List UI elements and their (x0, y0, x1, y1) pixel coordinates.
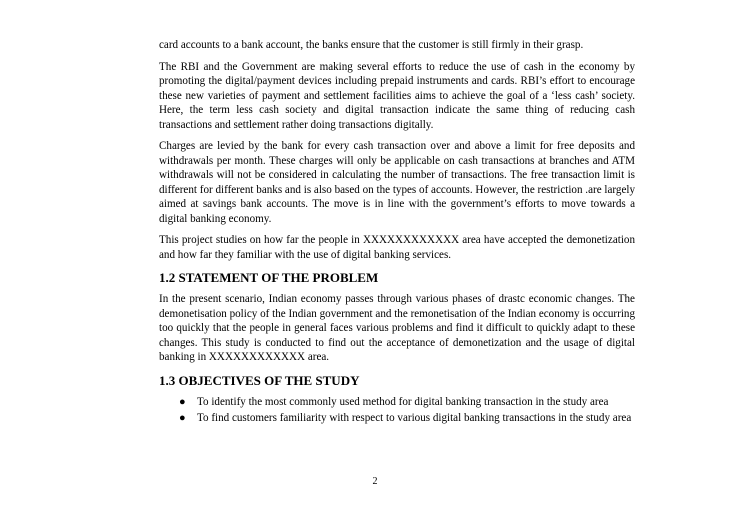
paragraph-project-scope: This project studies on how far the people in XXXXXXXXXXXX area have accepted the demonetization and how far they familiar with the use of digital banking services. (159, 234, 635, 261)
objectives-heading: 1.3 OBJECTIVES OF THE STUDY (159, 372, 360, 388)
paragraph-bank-charges: Charges are levied by the bank for every cash transaction over and above a limit for free deposits and withdrawals per month. These charges will only be applicable on cash transactions at branches and ATM withdrawals will not be considered in calculating the number of transactions. The free transaction limit is different for different banks and is also based on the types of accounts. However, the restriction .are largely aimed at savings bank accounts. The move is in line with the government’s efforts to move towards a digital banking economy. (159, 140, 635, 225)
problem-statement-heading: 1.2 STATEMENT OF THE PROBLEM (159, 270, 379, 285)
objective-item (179, 411, 635, 426)
objective-item (179, 395, 635, 410)
problem-statement-text: In the present scenario, Indian economy passes through various phases of drastc economic changes. The demonetisation policy of the Indian government and the remonetisation of the Indian economy is occurring too quickly that the people in general faces various problems and find it difficult to quickly adapt to these changes. This study is conducted to find out the acceptance of demonetization and the usage of digital banking in XXXXXXXXXXXX area. (159, 293, 635, 363)
objective-text: To identify the most commonly used method for digital banking transaction in the study area (197, 395, 609, 408)
objectives-list (159, 395, 635, 426)
bullet-icon: ● (179, 412, 186, 424)
paragraph-card-accounts: card accounts to a bank account, the banks ensure that the customer is still firmly in their grasp. (159, 39, 584, 51)
page-number: 2 (372, 476, 378, 487)
bullet-icon: ● (179, 395, 186, 408)
document-page (159, 38, 635, 428)
paragraph-rbi-efforts: The RBI and the Government are making several efforts to reduce the use of cash in the economy by promoting the digital/payment devices including prepaid instruments and cards. RBI’s effort to encourage these new varieties of payment and settlement facilities aims to achieve the goal of a ‘less cash’ society. Here, the term less cash society and digital transaction indicate the same thing of reducing cash transactions and settlement rather doing transactions digitally. (159, 60, 635, 131)
objective-text: To find customers familiarity with respect to various digital banking transactions in the study area (197, 412, 632, 424)
